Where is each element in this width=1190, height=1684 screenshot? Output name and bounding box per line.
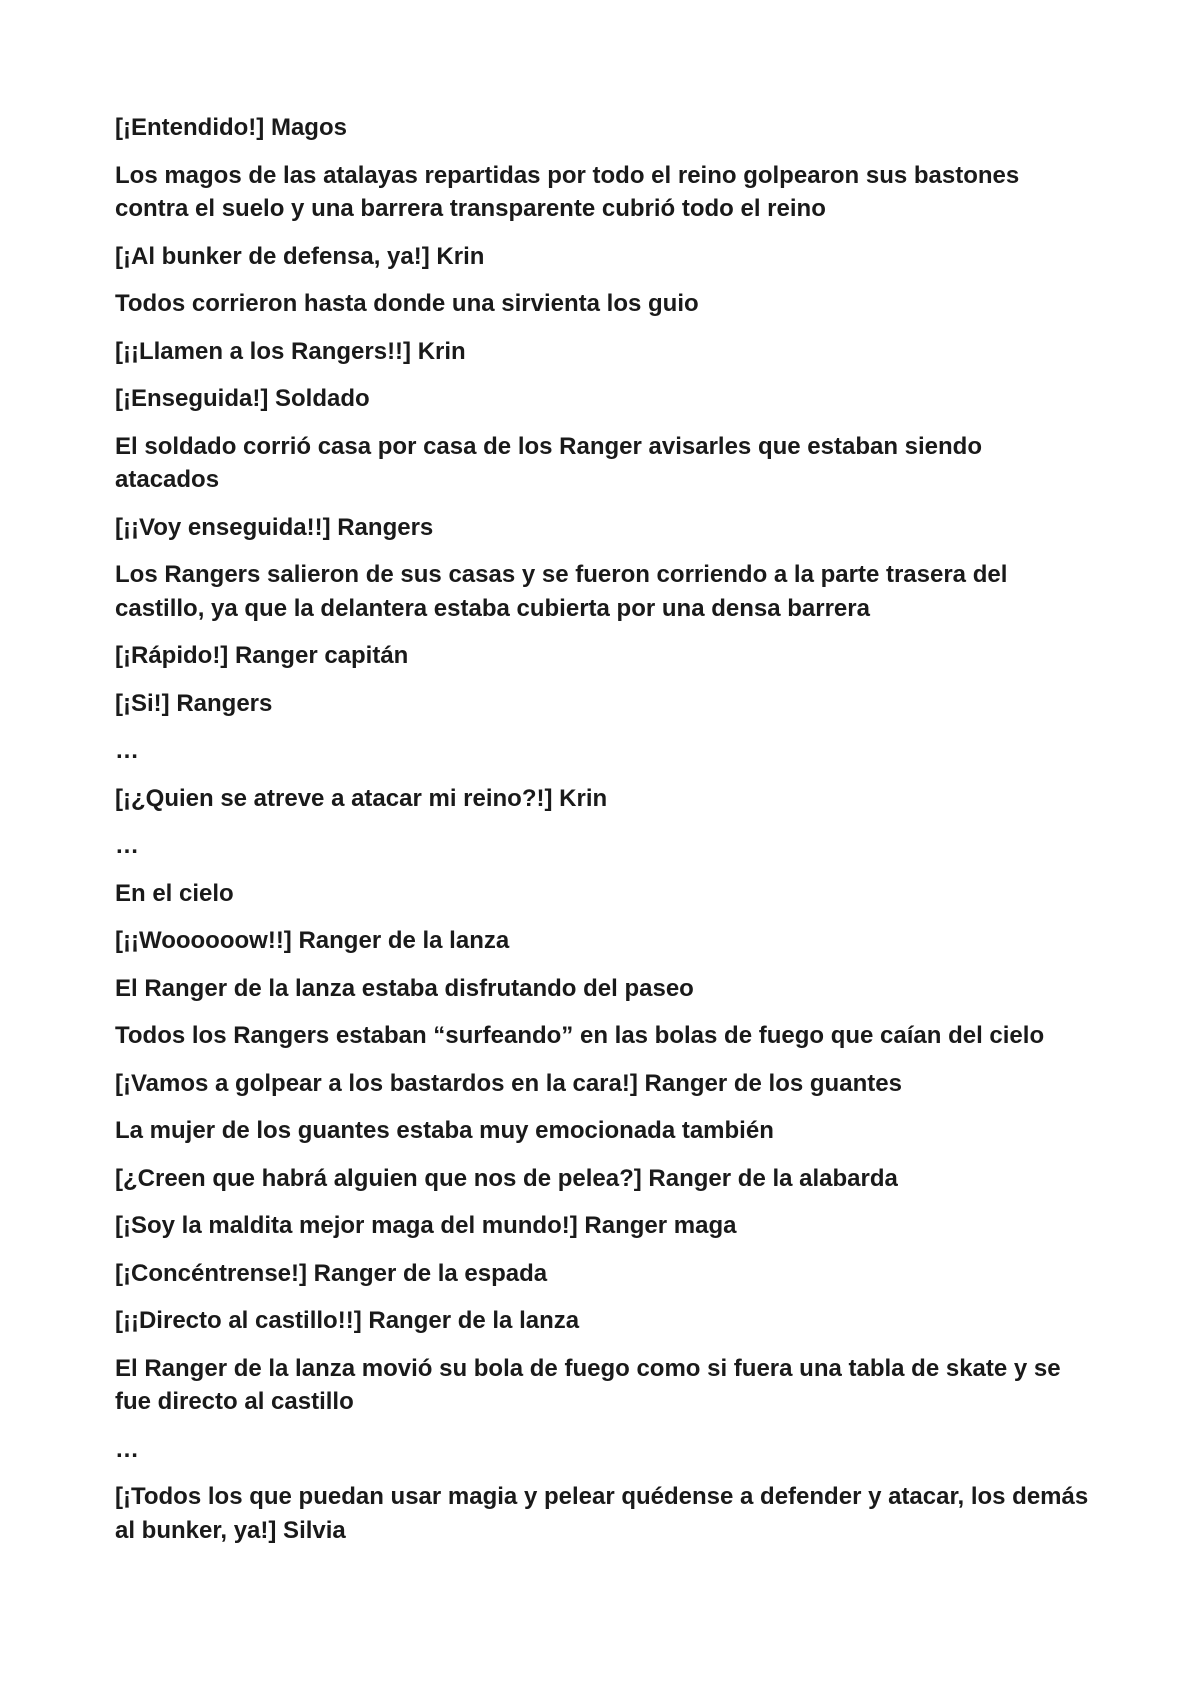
paragraph: [¡Si!] Rangers <box>115 689 273 717</box>
paragraph: El Ranger de la lanza estaba disfrutando del paseo <box>115 974 694 1002</box>
paragraph: [¡Todos los que puedan usar magia y pelear quédense a defender y atacar, los demás al bunker, ya!] Silvia <box>115 1483 1089 1544</box>
paragraph: Los Rangers salieron de sus casas y se fueron corriendo a la parte trasera del castillo, ya que la delantera estaba cubierta por una densa barrera <box>115 561 1008 622</box>
ellipsis-separator: … <box>115 832 139 859</box>
paragraph: [¡¡Llamen a los Rangers!!] Krin <box>115 337 466 365</box>
paragraph: El Ranger de la lanza movió su bola de fuego como si fuera una tabla de skate y se fue directo al castillo <box>115 1354 1061 1415</box>
paragraph: [¡¡Directo al castillo!!] Ranger de la lanza <box>115 1307 580 1334</box>
paragraph: El soldado corrió casa por casa de los Ranger avisarles que estaban siendo atacados <box>115 432 982 493</box>
paragraph: [¡Entendido!] Magos <box>115 114 347 141</box>
document-body <box>115 111 1090 1561</box>
paragraph: [¡Al bunker de defensa, ya!] Krin <box>115 242 485 270</box>
paragraph: Todos los Rangers estaban “surfeando” en las bolas de fuego que caían del cielo <box>115 1022 1045 1049</box>
paragraph: [¡Vamos a golpear a los bastardos en la cara!] Ranger de los guantes <box>115 1069 902 1097</box>
paragraph: En el cielo <box>115 879 234 907</box>
ellipsis-separator: … <box>115 1435 139 1463</box>
paragraph: [¡Enseguida!] Soldado <box>115 385 370 412</box>
ellipsis-separator: … <box>115 737 139 764</box>
paragraph: Los magos de las atalayas repartidas por todo el reino golpearon sus bastones contra el suelo y una barrera transparente cubrió todo el reino <box>115 161 1020 222</box>
paragraph: [¡¡Woooooow!!] Ranger de la lanza <box>115 927 510 954</box>
paragraph: Todos corrieron hasta donde una sirvienta los guio <box>115 290 699 317</box>
paragraph: [¿Creen que habrá alguien que nos de pelea?] Ranger de la alabarda <box>115 1164 898 1192</box>
paragraph: La mujer de los guantes estaba muy emocionada también <box>115 1117 774 1144</box>
paragraph: [¡¡Voy enseguida!!] Rangers <box>115 513 434 541</box>
paragraph: [¡Concéntrense!] Ranger de la espada <box>115 1259 548 1287</box>
paragraph: [¡Rápido!] Ranger capitán <box>115 642 409 669</box>
paragraph: [¡Soy la maldita mejor maga del mundo!] Ranger maga <box>115 1212 737 1239</box>
paragraph: [¡¿Quien se atreve a atacar mi reino?!] Krin <box>115 784 608 812</box>
